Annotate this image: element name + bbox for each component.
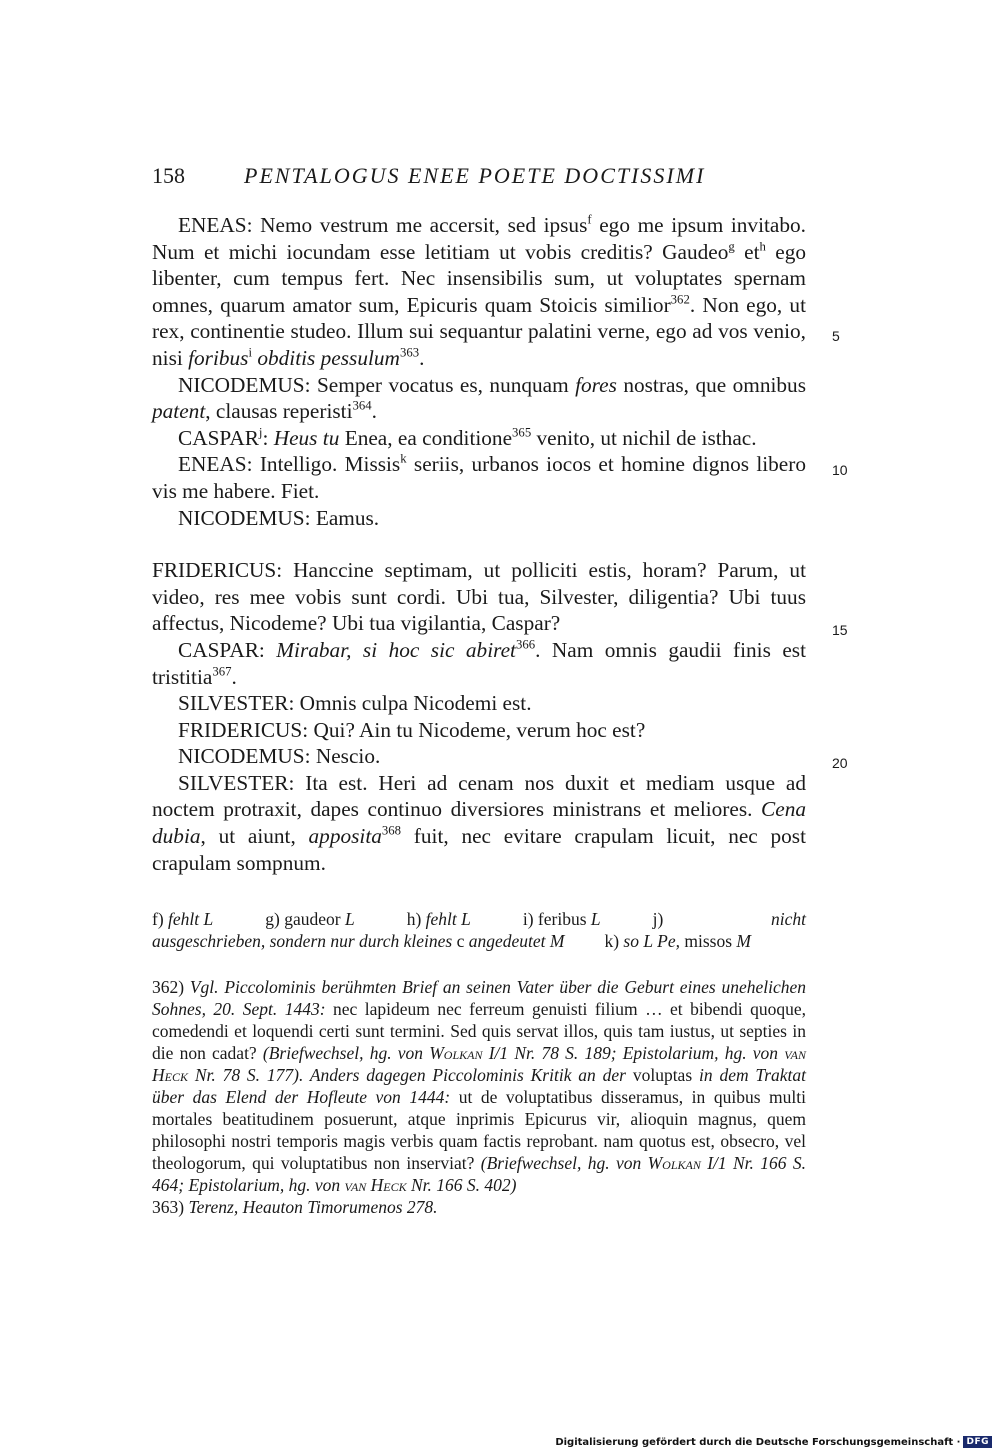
footnote-363: 363) Terenz, Heauton Timorumenos 278. — [152, 1197, 438, 1217]
apparatus-entry-k: k) so L Pe, missos M — [604, 931, 751, 951]
paragraph-eneas-1: ENEAS: Nemo vestrum me accersit, sed ipsus$^f$ ego me ipsum invitabo. Num et michi iocundam esse letitiam ut vobis creditis? Gaudeo$^g$ $et^h$ ego libenter, cum tempus fert. Nec insensibilis sum, ut voluptates spernam omnes, quarum amator sum, Epicuris quam Stoicis similior$^{362}$. Non ego, ut rex, continentie studeo. Illum sui sequantur palatini verne, ego ad vos venio, nisi foribus$^i$ obditis pessulum$^{363}$. — [152, 212, 807, 370]
apparatus-entry-i: i) feribus L — [522, 909, 601, 929]
running-title: PENTALOGUS ENEE POETE DOCTISSIMI — [244, 163, 706, 188]
line-number: 5 — [832, 328, 840, 344]
paragraph-nicodemus-3: NICODEMUS: Nescio. — [178, 744, 381, 769]
paragraph-nicodemus-2: NICODEMUS: Eamus. — [178, 505, 380, 530]
paragraph-eneas-2: ENEAS: Intelligo. Missis$^k$ seriis, urbanos iocos et homine dignos libero vis me habere. Fiet. — [152, 452, 806, 503]
running-header — [152, 163, 812, 189]
line-number: 15 — [832, 622, 848, 638]
paragraph-nicodemus-1: NICODEMUS: Semper vocatus es, nunquam fores nostras, que omnibus patent, clausas reperisti$^{364}$. — [152, 372, 806, 424]
apparatus-entry-h: h) fehlt L — [406, 909, 471, 929]
paragraph-fridericus-1: FRIDERICUS: Hanccine septimam, ut polliciti estis, horam? Parum, ut video, res mee vobis sunt cordi. Ubi tua, Silvester, diligentia? Ubi tuus affectus, Nicodeme? Ubi tua vigilantia, Caspar? — [152, 558, 806, 636]
paragraph-caspar-2: CASPAR: Mirabar, si hoc sic abiret$^{366}$. Nam omnis gaudii finis est tristitia$^{367}$. — [152, 637, 806, 689]
paragraph-fridericus-2: FRIDERICUS: Qui? Ain tu Nicodeme, verum hoc est? — [178, 717, 646, 742]
page-number: 158 — [152, 163, 185, 188]
apparatus-entry-f: f) fehlt L — [152, 909, 214, 929]
line-number: 10 — [832, 462, 848, 478]
main-text — [152, 212, 806, 876]
footnote-362: 362) Vgl. Piccolominis berühmten Brief an seinen Vater über die Geburt eines unehelichen Sohnes, 20. Sept. 1443: nec lapideum nec ferreum genuisti filium … et bibendi quoque, comedendi et loquendi certi sunt termini. Sed quis servat illos, quis tam iustus, ut septies in die non cadat? (Briefwechsel, hg. von Wolkan I/1 Nr. 78 S. 189; Epistolarium, hg. von van Heck Nr. 78 S. 177). Anders dagegen Piccolominis Kritik an der voluptas in dem Traktat über das Elend der Hofleute von 1444: ut de voluptatibus disseramus, in quibus multi mortales beatitudinem posuerunt, atque inprimis Epicurus vir, alioquin magnus, quem philosophi nostri temporis magis verbis quam factis reprobant. nam quotus est, obsecro, vel theologorum, qui voluptatibus non inserviat? (Briefwechsel, hg. von Wolkan I/1 Nr. 166 S. 464; Epistolarium, hg. von van Heck Nr. 166 S. 402) — [152, 977, 807, 1195]
line-number: 20 — [832, 755, 848, 771]
paragraph-caspar-1: CASPAR$^j$: Heus tu Enea, ea conditione$^{365}$ venito, ut nichil de isthac. — [178, 425, 757, 450]
funding-credit-text: Digitalisierung gefördert durch die Deutsche Forschungsgemeinschaft · — [555, 1436, 961, 1448]
paragraph-silvester-1: SILVESTER: Omnis culpa Nicodemi est. — [178, 691, 532, 716]
funding-credit — [555, 1436, 992, 1448]
dfg-logo: DFG — [963, 1436, 992, 1448]
section-gap — [152, 531, 806, 557]
critical-apparatus — [152, 908, 806, 952]
paragraph-silvester-2: SILVESTER: Ita est. Heri ad cenam nos duxit et mediam usque ad noctem protraxit, dapes continuo diversiores ministrans et meliores. Cena dubia, ut aiunt, apposita$^{368}$ fuit, nec evitare crapulam licuit, nec post crapulam sompnum. — [152, 770, 806, 875]
footnotes — [152, 976, 806, 1218]
apparatus-entry-j: j) nicht ausgeschrieben, sondern nur durch kleines c angedeutet M — [152, 909, 806, 951]
apparatus-entry-g: g) gaudeor L — [265, 909, 355, 929]
